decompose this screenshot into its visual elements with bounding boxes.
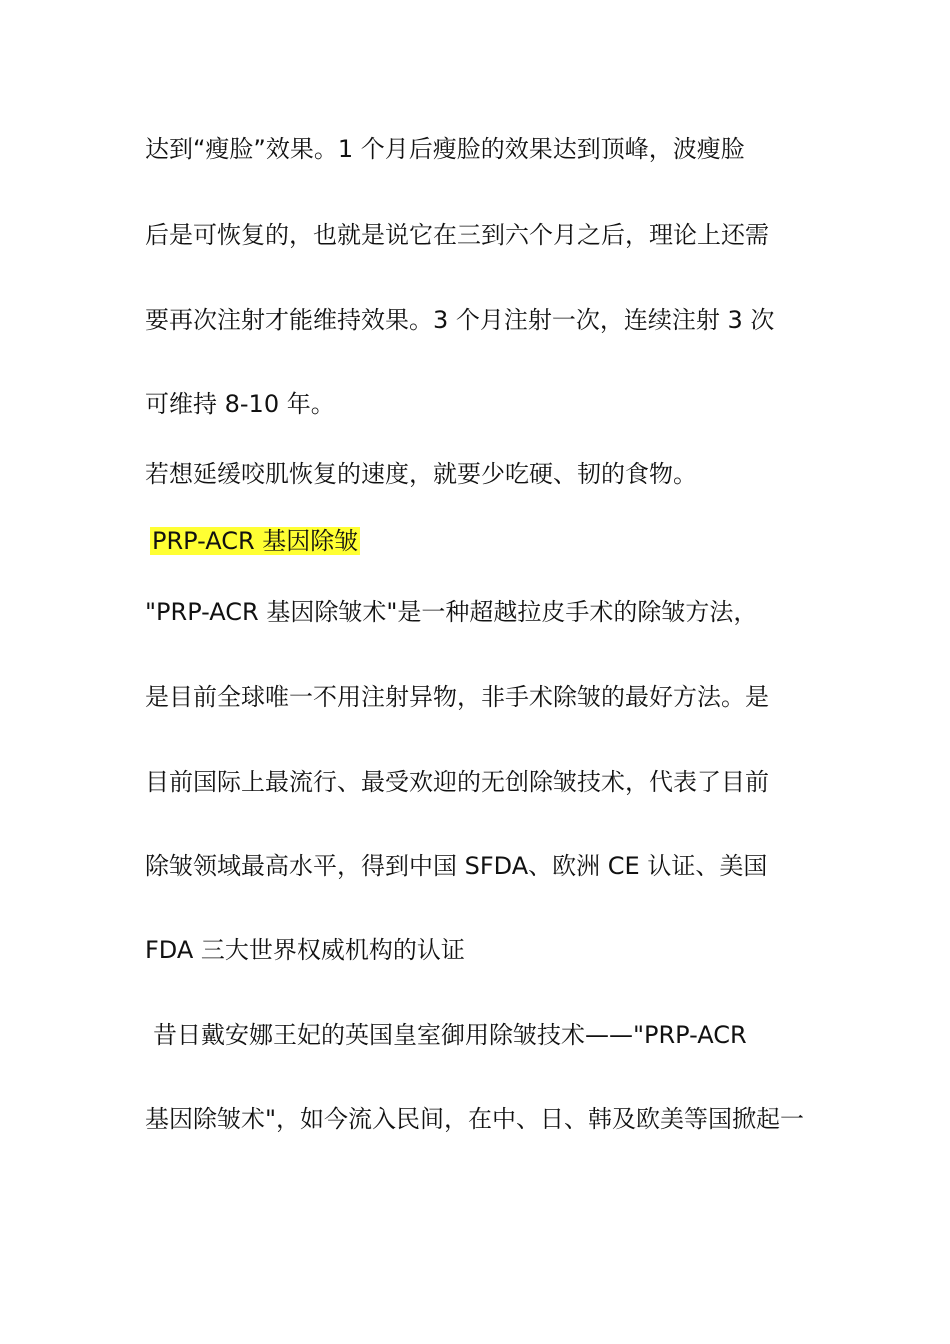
paragraph-line: "PRP-ACR 基因除皱术"是一种超越拉皮手术的除皱方法， [145, 598, 758, 626]
paragraph-line: 要再次注射才能维持效果。3 个月注射一次，连续注射 3 次 [145, 306, 775, 334]
paragraph-line: 除皱领域最高水平，得到中国 SFDA、欧洲 CE 认证、美国 [145, 852, 768, 880]
paragraph-line: FDA 三大世界权威机构的认证 [145, 936, 465, 964]
paragraph-line: 达到“瘦脸”效果。1 个月后瘦脸的效果达到顶峰，波瘦脸 [145, 135, 745, 163]
paragraph-line: 基因除皱术"，如今流入民间，在中、日、韩及欧美等国掀起一 [145, 1105, 805, 1133]
highlighted-heading-text: PRP-ACR 基因除皱 [152, 527, 359, 555]
paragraph-line: 可维持 8-10 年。 [145, 390, 335, 418]
paragraph-line: 昔日戴安娜王妃的英国皇室御用除皱技术——"PRP-ACR [153, 1021, 747, 1049]
paragraph-line: 后是可恢复的，也就是说它在三到六个月之后，理论上还需 [145, 221, 769, 249]
paragraph-line: 若想延缓咬肌恢复的速度，就要少吃硬、韧的食物。 [145, 460, 697, 488]
paragraph-line: 是目前全球唯一不用注射异物，非手术除皱的最好方法。是 [145, 683, 769, 711]
paragraph-line: 目前国际上最流行、最受欢迎的无创除皱技术，代表了目前 [145, 768, 769, 796]
section-heading [150, 525, 360, 557]
